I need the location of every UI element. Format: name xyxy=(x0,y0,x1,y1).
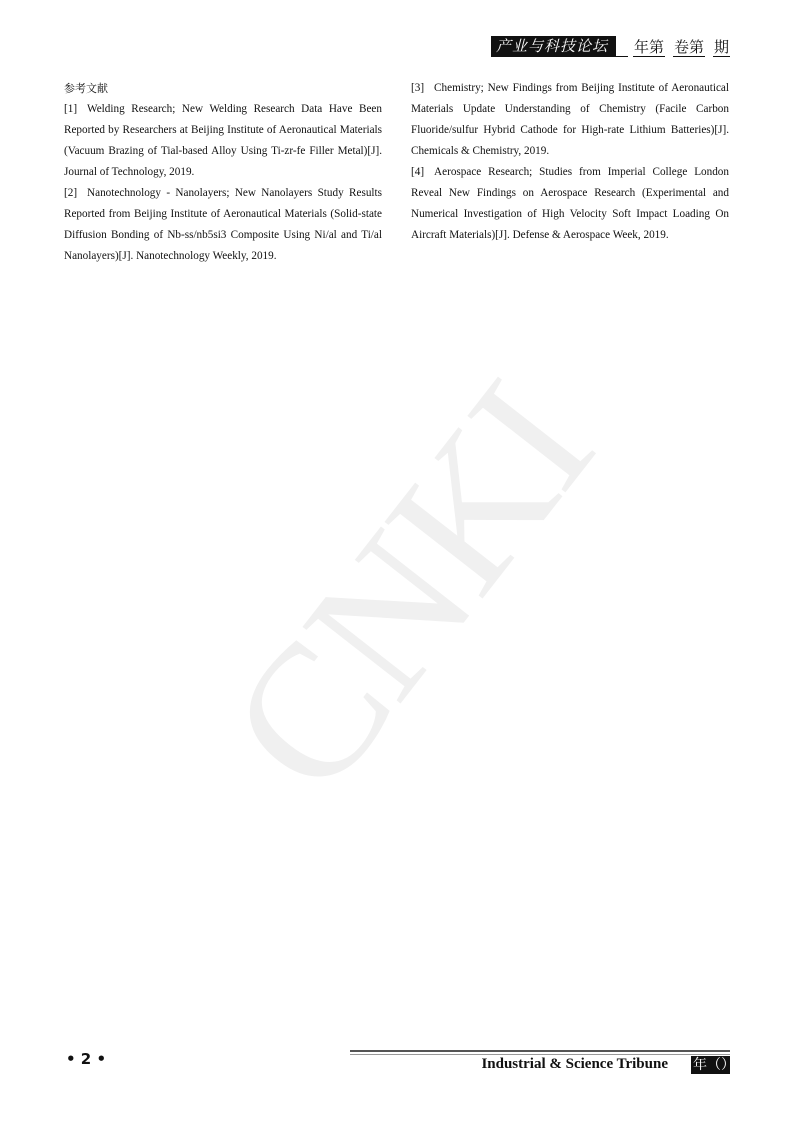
issue-year: 年第 xyxy=(633,38,664,56)
footer-rule xyxy=(350,1050,730,1052)
issue-number: 期 xyxy=(713,38,729,56)
reference-number: [1] xyxy=(64,103,78,115)
reference-number: [2] xyxy=(64,187,78,199)
references-heading: 参考文献 xyxy=(64,82,108,95)
journal-name-tag: 产业与科技论坛 xyxy=(491,36,616,57)
reference-item xyxy=(411,162,729,246)
footer-journal-title: Industrial & Science Tribune xyxy=(481,1056,668,1072)
reference-item xyxy=(64,183,382,267)
references-column-right xyxy=(411,78,729,246)
reference-text: Chemistry; New Findings from Beijing Institute of Aeronautical Materials Update Understanding of Chemistry (Facile Carbon Fluoride/sulfur Hybrid Cathode for High-rate Lithium Batteries)[J]. Chemicals & Chemistry, 2019. xyxy=(411,82,729,157)
footer-year-box: 年（） xyxy=(693,1057,735,1073)
references-column-left xyxy=(64,78,382,267)
reference-text: Welding Research; New Welding Research Data Have Been Reported by Researchers at Beijing Institute of Aeronautical Materials (Vacuum Brazing of Tial-based Alloy Using Ti-zr-fe Filler Metal)[J]. Journal of Technology, 2019. xyxy=(64,103,382,178)
cnki-watermark: CNKI xyxy=(189,347,631,831)
reference-text: Nanotechnology - Nanolayers; New Nanolayers Study Results Reported from Beijing Institute of Aeronautical Materials (Solid-state Diffusion Bonding of Nb-ss/nb5si3 Composite Using Ni/al and Ti/al Nanolayers)[J]. Nanotechnology Weekly, 2019. xyxy=(64,187,382,262)
page-number: • 2 • xyxy=(66,1050,107,1068)
page-header xyxy=(491,36,730,57)
header-underline xyxy=(616,38,628,57)
reference-text: Aerospace Research; Studies from Imperial College London Reveal New Findings on Aerospace Research (Experimental and Numerical Investigation of High Velocity Soft Impact Loading On Aircraft Materials)[J]. Defense & Aerospace Week, 2019. xyxy=(411,166,729,241)
reference-item xyxy=(411,78,729,162)
reference-item xyxy=(64,99,382,183)
footer-rule-thin xyxy=(350,1054,730,1055)
issue-volume: 卷第 xyxy=(673,38,704,56)
issue-info xyxy=(633,38,730,57)
reference-number: [3] xyxy=(411,82,425,94)
reference-number: [4] xyxy=(411,166,425,178)
